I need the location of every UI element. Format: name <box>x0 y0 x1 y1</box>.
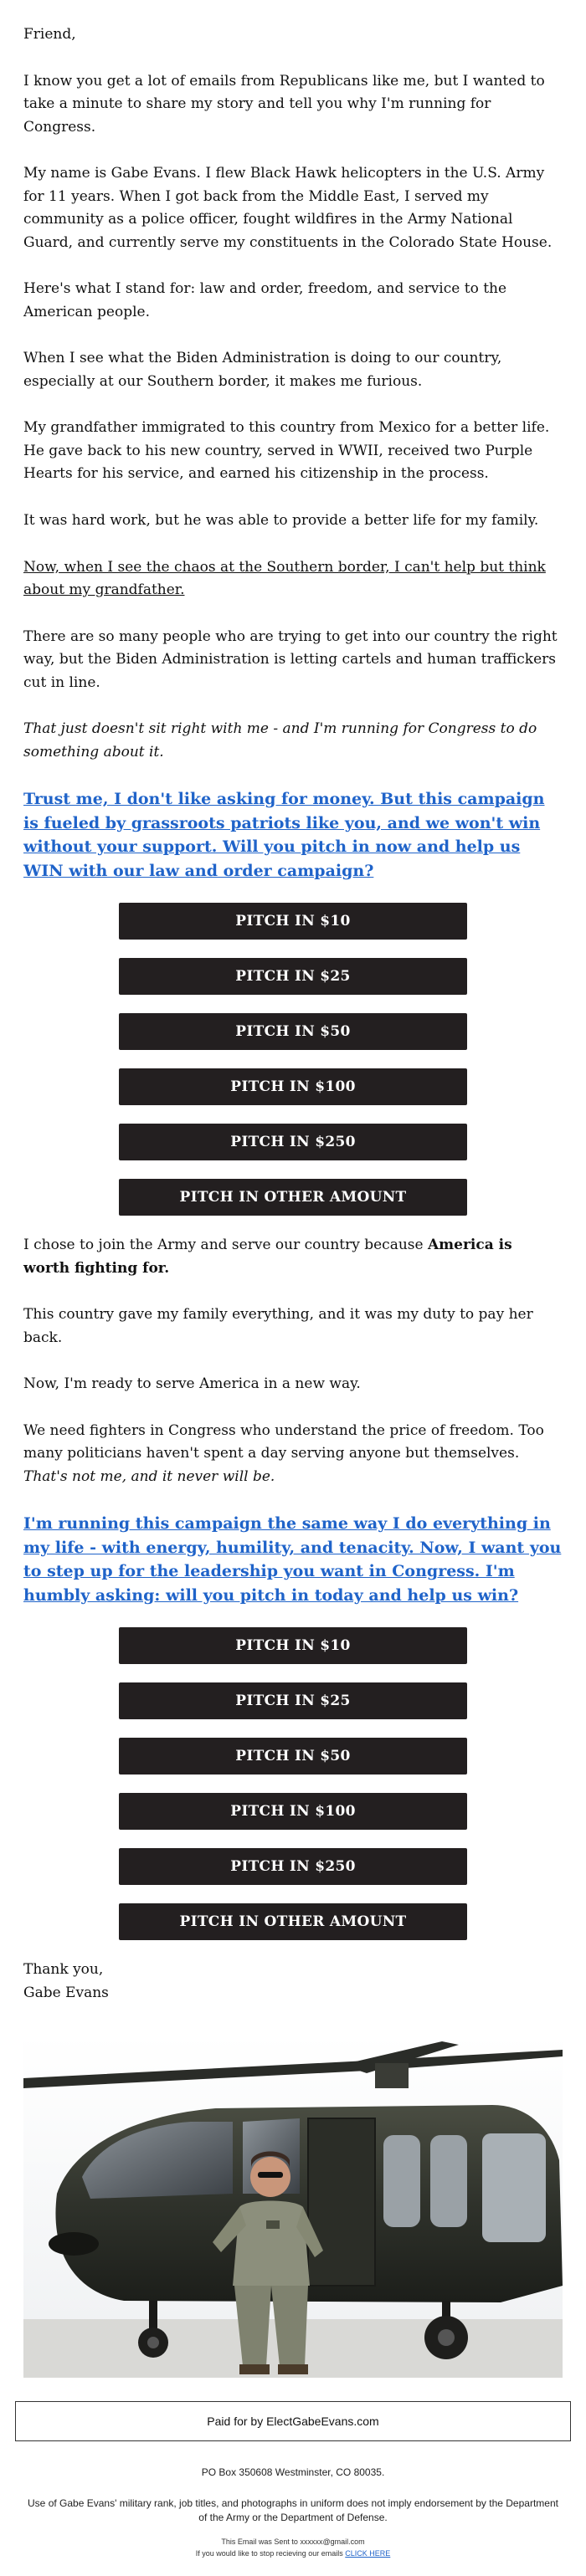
pitch-in-25-button[interactable]: PITCH IN $25 <box>119 1682 467 1719</box>
italic-para: That just doesn't sit right with me - and I'm running for Congress to do something about it. <box>23 720 537 761</box>
underlined-para: Now, when I see the chaos at the Southern border, I can't help but think about my grandfather. <box>23 558 546 599</box>
paid-for-box <box>15 2401 571 2441</box>
army-para <box>23 1234 563 1280</box>
sent-to-text: This Email was Sent to xxxxxx@gmail.com <box>221 2538 365 2547</box>
footer-address: PO Box 350608 Westminster, CO 80035. <box>201 2466 385 2478</box>
ready-para: Now, I'm ready to serve America in a new way. <box>23 1375 361 1393</box>
donate-button-group-2 <box>119 1627 467 1940</box>
pitch-in-50-button[interactable]: PITCH IN $50 <box>119 1738 467 1775</box>
intro-para-4: When I see what the Biden Administration is doing to our country, especially at our Southern border, it makes me furious. <box>23 350 502 390</box>
pitch-in-10-button[interactable]: PITCH IN $10 <box>119 903 467 940</box>
fighters-text: We need fighters in Congress who understand the price of freedom. Too many politicians haven't spent a day serving anyone but themselves. <box>23 1421 544 1462</box>
donate-ask-link-1[interactable]: Trust me, I don't like asking for money. But this campaign is fueled by grassroots patriots like you, and we won't win without your support. Will you pitch in now and help us WIN with our law and order campaign? <box>23 790 545 880</box>
footer <box>0 2466 586 2558</box>
unsubscribe-text: If you would like to stop recieving our emails <box>195 2549 346 2558</box>
helicopter-photo <box>23 2035 563 2378</box>
intro-para-6: It was hard work, but he was able to provide a better life for my family. <box>23 511 539 529</box>
intro-para-5: My grandfather immigrated to this country from Mexico for a better life. He gave back to his new country, served in WWII, received two Purple Hearts for his service, and earned his citizenship in the process. <box>23 419 550 483</box>
army-text: I chose to join the Army and serve our country because <box>23 1237 428 1254</box>
thanks-text: Thank you, <box>23 1961 104 1979</box>
pitch-in-100-button[interactable]: PITCH IN $100 <box>119 1068 467 1105</box>
gave-para: This country gave my family everything, and it was my duty to pay her back. <box>23 1306 533 1346</box>
pitch-in-50-button[interactable]: PITCH IN $50 <box>119 1013 467 1050</box>
pitch-in-100-button[interactable]: PITCH IN $100 <box>119 1793 467 1830</box>
signoff <box>23 1959 563 2004</box>
donate-ask-link-2[interactable]: I'm running this campaign the same way I do everything in my life - with energy, humility, and tenacity. Now, I want you to step up for the leadership you want in Congress. I'm humbly asking: will you pitch in today and help us win? <box>23 1514 562 1605</box>
salutation: Friend, <box>23 26 76 43</box>
unsubscribe-line <box>0 2549 586 2558</box>
pitch-in-250-button[interactable]: PITCH IN $250 <box>119 1124 467 1160</box>
pitch-in-other-button[interactable]: PITCH IN OTHER AMOUNT <box>119 1903 467 1940</box>
pitch-in-250-button[interactable]: PITCH IN $250 <box>119 1848 467 1885</box>
unsubscribe-link[interactable]: CLICK HERE <box>345 2549 391 2558</box>
intro-para-2: My name is Gabe Evans. I flew Black Hawk helicopters in the U.S. Army for 11 years. When I got back from the Middle East, I served my community as a police officer, fought wildfires in the Army National Guard, and currently serve my constituents in the Colorado State House. <box>23 165 553 251</box>
signature-text: Gabe Evans <box>23 1984 109 2001</box>
pitch-in-25-button[interactable]: PITCH IN $25 <box>119 958 467 995</box>
army-bold-text: America is worth fighting for. <box>23 1237 512 1277</box>
helicopter-soldier-illustration <box>23 2035 563 2378</box>
pitch-in-other-button[interactable]: PITCH IN OTHER AMOUNT <box>119 1179 467 1216</box>
fighters-para <box>23 1420 563 1489</box>
footer-disclaimer: Use of Gabe Evans' military rank, job titles, and photographs in uniform does not imply endorsement by the Department of the Army or the Department of Defense. <box>28 2497 558 2523</box>
intro-para-3: Here's what I stand for: law and order, freedom, and service to the American people. <box>23 280 507 320</box>
border-para: There are so many people who are trying to get into our country the right way, but the Biden Administration is letting cartels and human traffickers cut in line. <box>23 627 558 691</box>
donate-button-group-1 <box>119 903 467 1216</box>
intro-para-1: I know you get a lot of emails from Republicans like me, but I wanted to take a minute to share my story and tell you why I'm running for Congress. <box>23 72 545 136</box>
pitch-in-10-button[interactable]: PITCH IN $10 <box>119 1627 467 1664</box>
fighters-italic-text: That's not me, and it never will be. <box>23 1467 275 1485</box>
paid-for-text: Paid for by ElectGabeEvans.com <box>207 2414 379 2428</box>
